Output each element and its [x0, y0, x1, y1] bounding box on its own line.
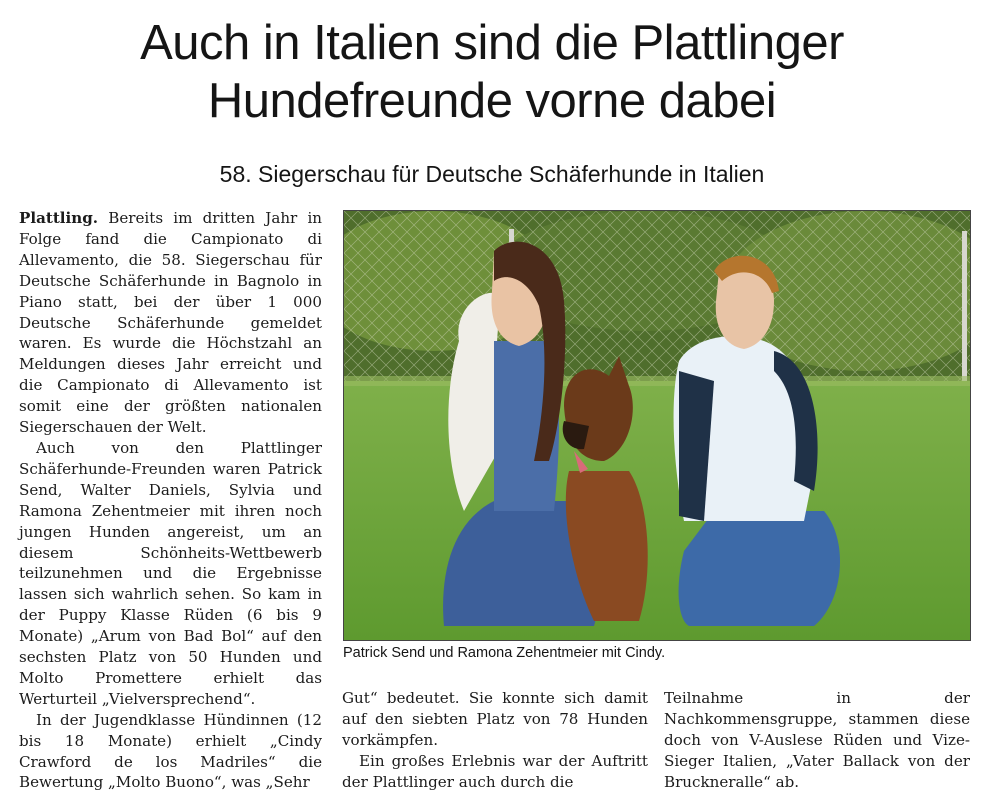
article-column-1 — [19, 208, 322, 793]
dateline: Plattling. — [19, 209, 99, 227]
article-paragraph-3: In der Jugendklasse Hündinnen (12 bis 18 Monate) erhielt „Cindy Crawford de los Madriles“ die Bewertung „Molto Buono“, was „Sehr — [19, 710, 322, 792]
headline-line-2: Hundefreunde vorne dabei — [207, 74, 777, 128]
article-column-2 — [342, 688, 648, 793]
article-paragraph-2: Auch von den Plattlinger Schäferhunde-Freunden waren Patrick Send, Walter Daniels, Sylvia und Ramona Zehentmeier mit ihren noch jungen Hunden angereist, um an diesem Schönheits-Wettbewerb teilzunehmen und die Ergebnisse lassen sich wahrlich sehen. So kam in der Puppy Klasse Rüden (6 bis 9 Monate) „Arum von Bad Bol“ auf den sechsten Platz von 50 Hunden und Molto Promettere erhielt das Werturteil „Vielversprechend“. — [19, 438, 322, 708]
headline-line-1: Auch in Italien sind die Plattlinger — [140, 16, 844, 70]
article-paragraph-5: Ein großes Erlebnis war der Auftritt der Plattlinger auch durch die — [342, 751, 648, 791]
article-column-3 — [664, 688, 970, 793]
article-paragraph-1 — [19, 208, 322, 438]
paragraph-1-text: Bereits im dritten Jahr in Folge fand die Campionato di Allevamento, die 58. Siegerschau für Deutsche Schäferhunde in Bagnolo in Piano statt, bei der über 1 000 Deutsche Schäferhunde gemeldet waren. Es wurde die Höchstzahl an Meldungen dieses Jahr erreicht und die Campionato di Allevamento ist somit eine der größten nationalen Siegerschauen der Welt. — [19, 209, 322, 437]
photo-caption: Patrick Send und Ramona Zehentmeier mit Cindy. — [343, 645, 666, 661]
article-paragraph-6: Teilnahme in der Nachkommensgruppe, stammen diese doch von V-Auslese Rüden und Vize-Sieger Italien, „Vater Ballack von der Bruckneralle“ ab. — [664, 689, 970, 791]
headline — [0, 14, 984, 130]
photo-image — [344, 211, 970, 640]
article-paragraph-4: Gut“ bedeutet. Sie konnte sich damit auf den siebten Platz von 78 Hunden vorkämpfen. — [342, 689, 648, 749]
photo — [343, 210, 971, 641]
subheadline: 58. Siegerschau für Deutsche Schäferhunde in Italien — [219, 161, 765, 187]
